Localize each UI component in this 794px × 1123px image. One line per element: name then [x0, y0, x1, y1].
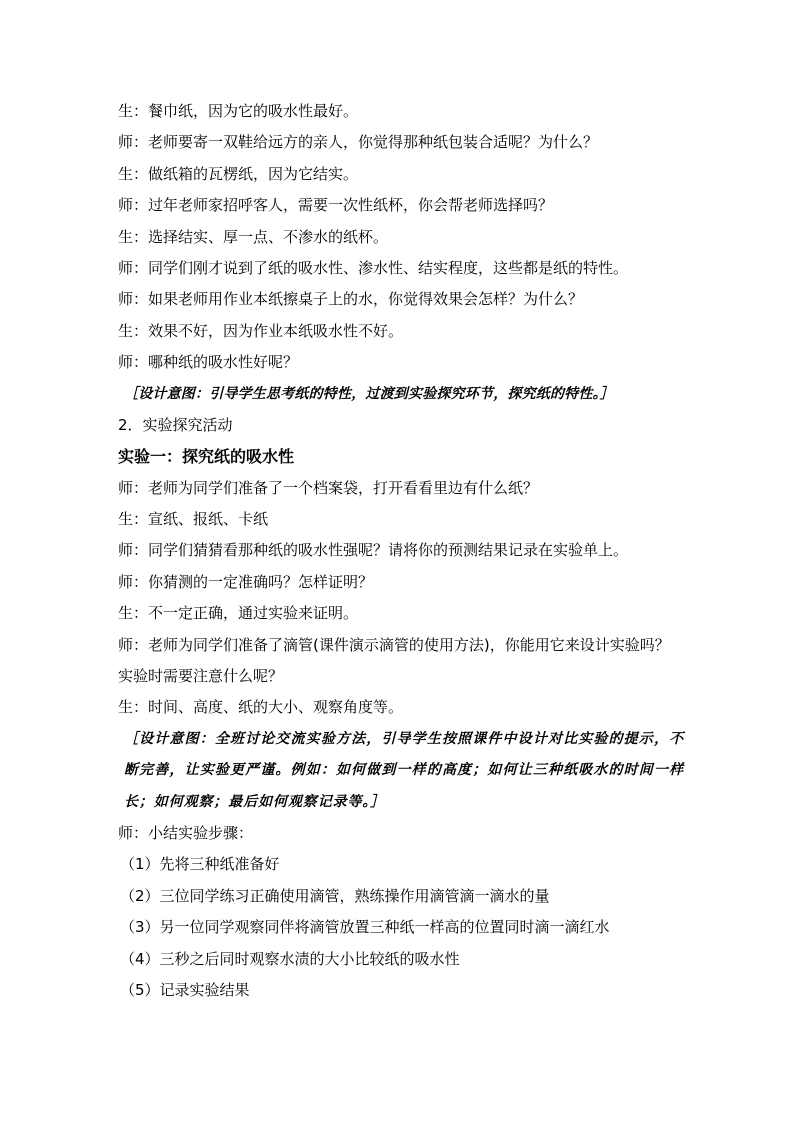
- experiment-step: （5）记录实验结果: [120, 981, 250, 1000]
- student-reply: 生：选择结实、厚一点、不渗水的纸杯。: [118, 227, 389, 246]
- student-reply: 生：时间、高度、纸的大小、观察角度等。: [118, 698, 404, 717]
- student-reply: 生：效果不好，因为作业本纸吸水性不好。: [118, 321, 404, 340]
- teacher-question: 师：老师为同学们准备了一个档案袋，打开看看里边有什么纸？: [118, 478, 539, 497]
- teacher-statement: 师：同学们刚才说到了纸的吸水性、渗水性、结实程度，这些都是纸的特性。: [118, 258, 629, 277]
- teacher-question: 师：如果老师用作业本纸擦桌子上的水，你觉得效果会怎样？为什么？: [118, 290, 584, 309]
- teacher-question: 师：同学们猜猜看那种纸的吸水性强呢？请将你的预测结果记录在实验单上。: [118, 541, 629, 560]
- lesson-content: [118, 96, 684, 1006]
- teacher-question: 师：哪种纸的吸水性好呢？: [118, 353, 299, 372]
- experiment-step: （2）三位同学练习正确使用滴管，熟练操作用滴管滴一滴水的量: [120, 886, 550, 905]
- section-heading: 2．实验探究活动: [118, 415, 233, 434]
- design-intent-note: ［设计意图：全班讨论交流实验方法，引导学生按照课件中设计对比实验的提示，不断完善，让实验更严谨。例如：如何做到一样的高度；如何让三种纸吸水的时间一样长；如何观察；最后如何观察记录等。］: [124, 730, 684, 810]
- teacher-summary: 师：小结实验步骤：: [118, 824, 254, 843]
- teacher-question: 师：你猜测的一定准确吗？怎样证明？: [118, 572, 374, 591]
- teacher-question: 师：老师为同学们准备了滴管(课件演示滴管的使用方法)，你能用它来设计实验吗？实验时需要注意什么呢？: [118, 635, 670, 686]
- experiment-step: （4）三秒之后同时观察水渍的大小比较纸的吸水性: [120, 949, 460, 968]
- student-reply: 生：宣纸、报纸、卡纸: [118, 510, 269, 529]
- experiment-step: （3）另一位同学观察同伴将滴管放置三种纸一样高的位置同时滴一滴红水: [120, 918, 610, 937]
- experiment-step: （1）先将三种纸准备好: [120, 855, 280, 874]
- teacher-question: 师：老师要寄一双鞋给远方的亲人，你觉得那种纸包装合适呢？为什么？: [118, 133, 599, 152]
- teacher-question: 师：过年老师家招呼客人，需要一次性纸杯，你会帮老师选择吗？: [118, 196, 554, 215]
- student-reply: 生：不一定正确，通过实验来证明。: [118, 604, 359, 623]
- design-intent-note: ［设计意图：引导学生思考纸的特性，过渡到实验探究环节，探究纸的特性。］: [124, 385, 614, 402]
- student-reply: 生：做纸箱的瓦楞纸，因为它结实。: [118, 164, 359, 183]
- experiment-title: 实验一：探究纸的吸水性: [118, 447, 295, 467]
- student-reply: 生：餐巾纸，因为它的吸水性最好。: [118, 102, 359, 120]
